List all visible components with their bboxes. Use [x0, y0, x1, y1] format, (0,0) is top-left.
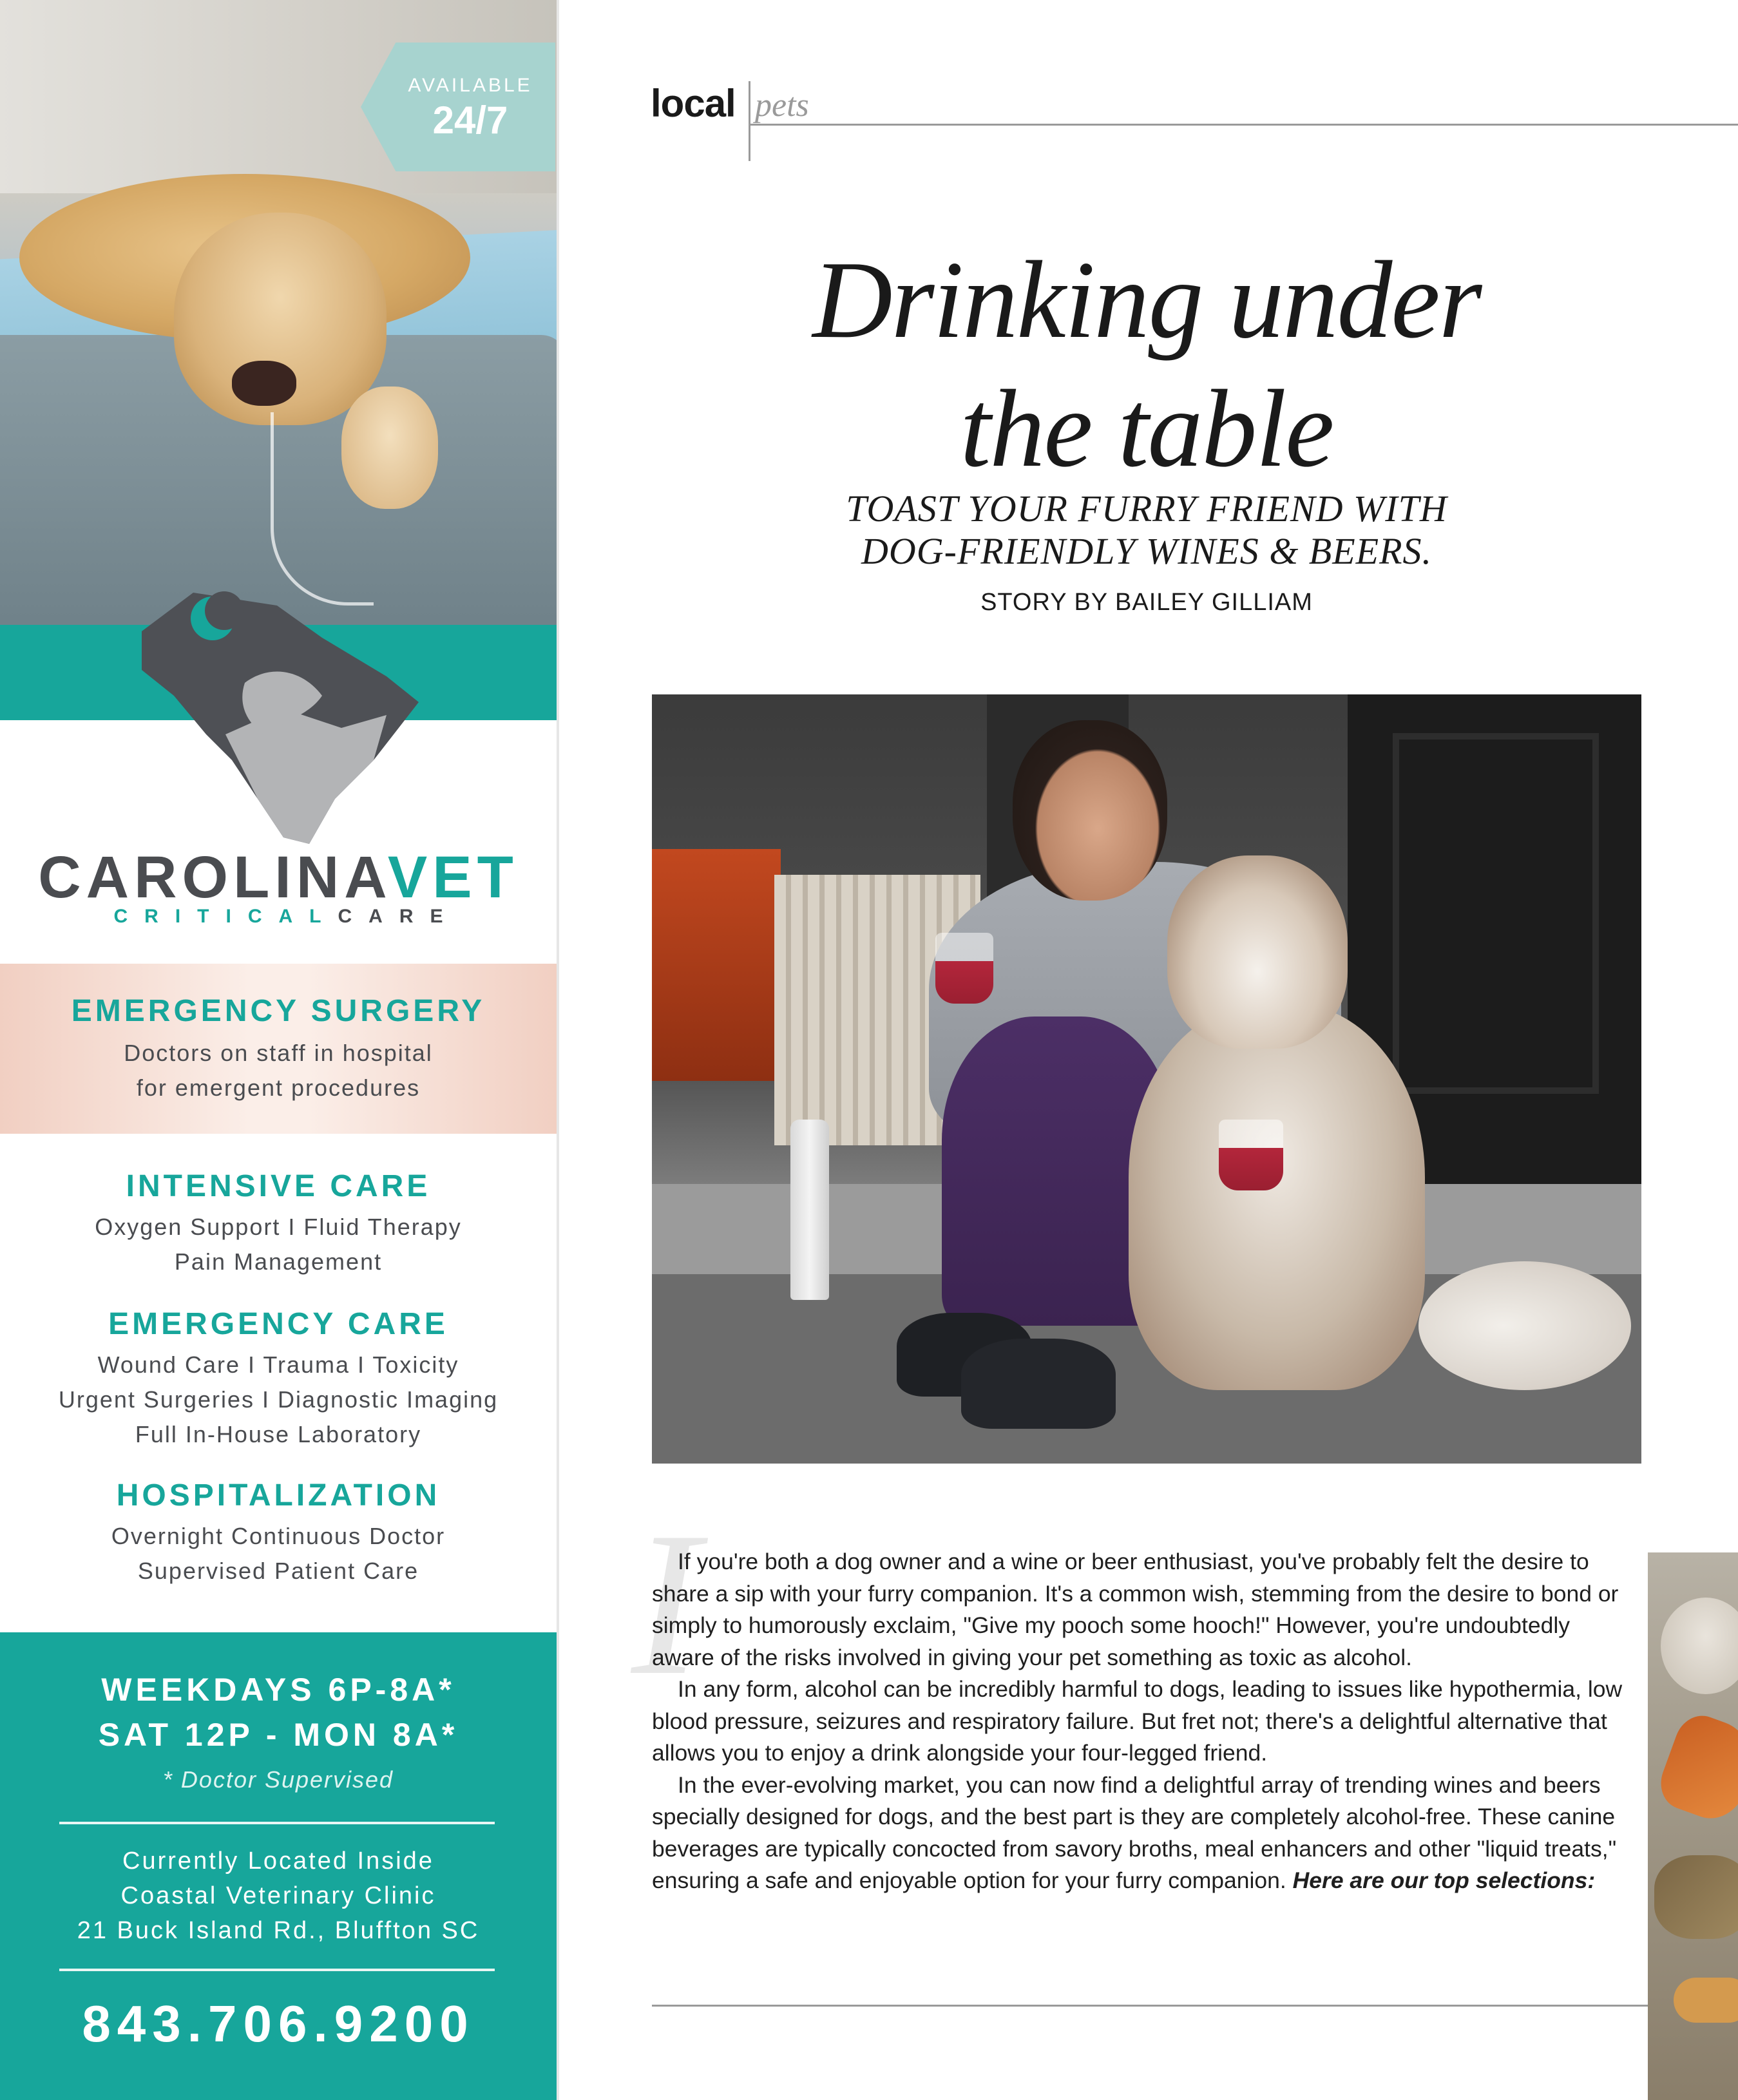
location-line: Currently Located Inside: [122, 1847, 434, 1875]
headline-line-2: the table: [960, 368, 1333, 490]
paragraph: If you're both a dog owner and a wine or beer enthusiast, you've probably felt the desire to share a sip with your furry companion. It's a common wish, stemming from the desire to bond or simply to humorously exclaim, "Give my pooch some hooch!" However, you're undoubtedly aware of the risks involved in giving your pet something as toxic as alcohol.: [652, 1549, 1619, 1670]
carolina-vet-ad: [0, 0, 557, 2100]
drop-cap: I: [631, 1490, 700, 1718]
subsection-label: pets: [755, 87, 809, 124]
bottom-rule: [652, 2005, 1648, 2007]
dek-line-1: TOAST YOUR FURRY FRIEND WITH: [846, 488, 1447, 530]
section-rule: [750, 124, 1738, 126]
dog-treats-photo: [1648, 1552, 1738, 2100]
byline: STORY BY BAILEY GILLIAM: [980, 589, 1313, 616]
service-line: Urgent Surgeries I Diagnostic Imaging: [58, 1386, 499, 1413]
headline-line-1: Drinking under: [812, 239, 1481, 361]
hours-weekdays: WEEKDAYS 6P-8A*: [101, 1672, 455, 1708]
service-line: Supervised Patient Care: [137, 1558, 419, 1584]
service-line: Full In-House Laboratory: [135, 1421, 422, 1447]
service-title-intensive-care: INTENSIVE CARE: [126, 1169, 431, 1203]
divider: [59, 1822, 495, 1824]
woman-and-husky-photo: [652, 694, 1641, 1464]
lead-in: Here are our top selections:: [1292, 1867, 1596, 1893]
hours-note: * Doctor Supervised: [162, 1766, 394, 1793]
service-title-hospitalization: HOSPITALIZATION: [116, 1478, 441, 1513]
south-carolina-logo-icon: [116, 567, 438, 863]
section-divider: [749, 81, 750, 161]
article-body: [652, 1546, 1631, 1897]
service-line: Overnight Continuous Doctor: [111, 1523, 446, 1549]
paragraph-text: In the ever-evolving market, you can now find a delightful array of trending wines and beers specially designed for dogs, and the best part is they are completely alcohol-free. These canine beverages are typically concocted from savory broths, meal enhancers and other "liquid treats," ensuring a safe and enjoyable option for your furry companion.: [652, 1771, 1617, 1893]
availability-badge-main: 24/7: [432, 99, 508, 142]
service-line: Pain Management: [174, 1248, 383, 1275]
availability-badge-top: AVAILABLE: [408, 75, 533, 96]
service-line: for emergent procedures: [136, 1074, 421, 1101]
service-line: Wound Care I Trauma I Toxicity: [97, 1351, 459, 1378]
carolinavet-brand: CAROLINAVET: [38, 845, 519, 910]
critical-care-subbrand: CRITICALCARE: [113, 906, 460, 927]
divider: [59, 1969, 495, 1971]
service-line: Oxygen Support I Fluid Therapy: [95, 1214, 462, 1240]
paragraph: In any form, alcohol can be incredibly harmful to dogs, leading to issues like hypothermia, low blood pressure, seizures and respiratory failure. But fret not; there's a delightful alternative that allows you to enjoy a drink alongside your four-legged friend.: [652, 1676, 1623, 1766]
column-divider: [557, 0, 559, 2100]
location-line: Coastal Veterinary Clinic: [120, 1882, 436, 1909]
hours-weekend: SAT 12P - MON 8A*: [98, 1717, 459, 1753]
service-title-emergency-care: EMERGENCY CARE: [108, 1307, 448, 1341]
service-title-emergency-surgery: EMERGENCY SURGERY: [71, 994, 486, 1028]
location-line: 21 Buck Island Rd., Bluffton SC: [77, 1917, 480, 1944]
phone-number[interactable]: 843.706.9200: [82, 1995, 475, 2052]
paragraph: [652, 1770, 1631, 1897]
dek-line-2: DOG-FRIENDLY WINES & BEERS.: [861, 530, 1433, 572]
section-label: local: [651, 82, 736, 125]
service-line: Doctors on staff in hospital: [124, 1040, 433, 1066]
